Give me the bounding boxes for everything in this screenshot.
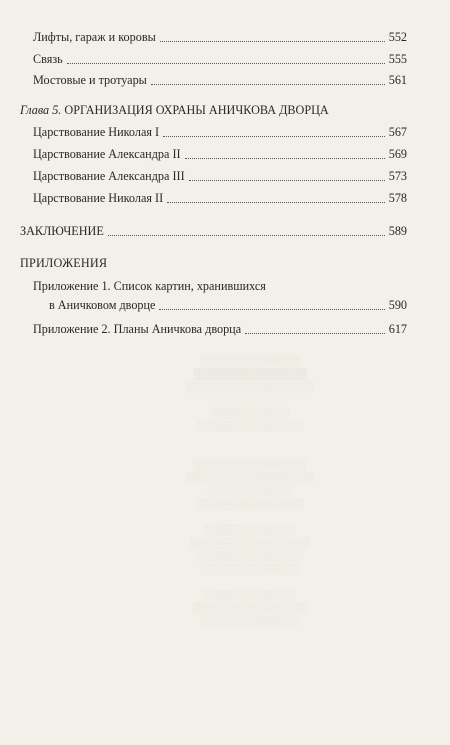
toc-entry-page: 590 [388,298,407,312]
toc-entry-page: 567 [388,125,407,139]
toc-entry-title: Связь [33,52,63,66]
toc-entry [33,73,407,88]
toc-entry-page: 573 [388,169,407,183]
toc-entry-title: Приложение 1. Список картин, хранившихся [33,279,266,293]
bleed-through-text: ░░░░░░░░░░░░░░ ▒▒▒▒▒▒▒▒▒▒▒▒▒▒▒▒ ░░░░░░░░░░░░░░░░░░ ░░░░░░░░░░░ ░░░░░░░░░░░░░░░ ░░░░░░░░░░░░░░░░ ░░░░░░░░░░░░░░░░░░ ░░░░░░░░░░░░ ░░░░░░░░░░░░░░░ ░░░░░░░░░░░░░ ░░░░░░░░░░░░░░░░░ ░░░░░░░░░░░░░░░ ░░░░░░░░░░░░░░ ░░░░░░░░░░░░░ ░░░░░░░░░░░░░░░░ ░░░░░░░░░░░░░░ [186,356,314,627]
toc-entry-title: Царствование Николая I [33,125,160,139]
leader-dots [185,158,385,159]
toc-entry-page: 617 [388,322,407,336]
toc-entry-page: 578 [388,191,407,205]
toc-entry-title: Царствование Александра II [33,147,181,161]
toc-entry-title: Царствование Николая II [33,191,164,205]
toc-entry-page: 589 [388,224,407,238]
toc-entry [33,191,407,206]
leader-dots [108,235,385,236]
toc-entry [33,279,407,313]
toc-entry [33,125,407,140]
leader-dots [151,84,385,85]
toc-entry-title: Приложение 2. Планы Аничкова дворца [33,322,242,336]
toc-entry-title: ЗАКЛЮЧЕНИЕ [20,224,104,238]
leader-dots [67,63,385,64]
toc-entry-title: Царствование Александра III [33,169,185,183]
leader-dots [159,309,384,310]
toc-entry [33,147,407,162]
toc-entry-page: 552 [388,30,407,44]
toc-entry-title-continued: в Аничковом дворце [49,298,156,312]
toc-entry-title: Мостовые и тротуары [33,73,147,87]
chapter-title: ОРГАНИЗАЦИЯ ОХРАНЫ АНИЧКОВА ДВОРЦА [64,103,329,117]
leader-dots [160,41,385,42]
toc-entry [33,30,407,45]
appendices-heading: ПРИЛОЖЕНИЯ [20,256,108,270]
toc-entry [33,322,407,337]
leader-dots [189,180,385,181]
chapter-heading [20,103,329,118]
leader-dots [167,202,385,203]
toc-entry-page: 561 [388,73,407,87]
chapter-number: Глава 5. [20,103,62,117]
toc-entry-conclusion [20,224,407,239]
leader-dots [245,333,385,334]
leader-dots [163,136,385,137]
toc-entry [33,52,407,67]
toc-entry-page: 555 [388,52,407,66]
toc-entry [33,169,407,184]
toc-entry-title: Лифты, гараж и коровы [33,30,156,44]
toc-entry-page: 569 [388,147,407,161]
